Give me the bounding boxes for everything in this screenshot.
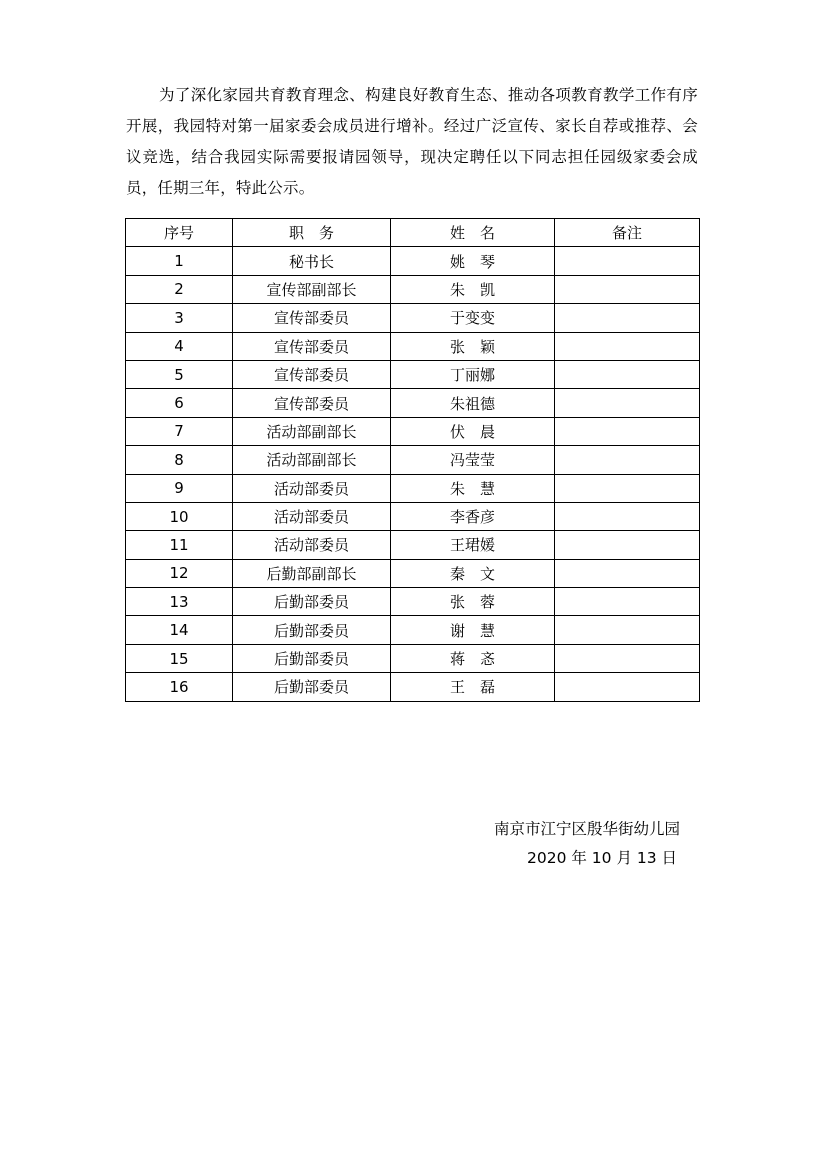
- cell-serial-number: 13: [126, 588, 233, 616]
- cell-remarks: [555, 588, 700, 616]
- cell-remarks: [555, 446, 700, 474]
- cell-position: 宣传部委员: [233, 304, 391, 332]
- cell-remarks: [555, 417, 700, 445]
- cell-name: 于变变: [391, 304, 555, 332]
- cell-serial-number: 2: [126, 275, 233, 303]
- table-row: [126, 304, 700, 332]
- cell-remarks: [555, 389, 700, 417]
- table-row: [126, 588, 700, 616]
- cell-serial-number: 11: [126, 531, 233, 559]
- cell-serial-number: 9: [126, 474, 233, 502]
- cell-name: 张 蓉: [391, 588, 555, 616]
- cell-serial-number: 10: [126, 502, 233, 530]
- cell-name: 朱 凯: [391, 275, 555, 303]
- cell-remarks: [555, 616, 700, 644]
- table-row: [126, 446, 700, 474]
- cell-name: 冯莹莹: [391, 446, 555, 474]
- header-position: 职 务: [233, 219, 391, 247]
- cell-serial-number: 1: [126, 247, 233, 275]
- cell-serial-number: 15: [126, 644, 233, 672]
- table-row: [126, 673, 700, 701]
- cell-serial-number: 3: [126, 304, 233, 332]
- cell-name: 朱 慧: [391, 474, 555, 502]
- cell-name: 李香彦: [391, 502, 555, 530]
- cell-remarks: [555, 474, 700, 502]
- cell-remarks: [555, 531, 700, 559]
- cell-remarks: [555, 304, 700, 332]
- cell-remarks: [555, 360, 700, 388]
- cell-position: 宣传部委员: [233, 389, 391, 417]
- cell-name: 姚 琴: [391, 247, 555, 275]
- table-row: [126, 616, 700, 644]
- cell-position: 后勤部副部长: [233, 559, 391, 587]
- table-header-row: [126, 219, 700, 247]
- cell-position: 宣传部委员: [233, 360, 391, 388]
- cell-remarks: [555, 247, 700, 275]
- header-name: 姓 名: [391, 219, 555, 247]
- cell-position: 宣传部副部长: [233, 275, 391, 303]
- table-row: [126, 502, 700, 530]
- table-row: [126, 474, 700, 502]
- cell-remarks: [555, 673, 700, 701]
- cell-position: 后勤部委员: [233, 588, 391, 616]
- cell-remarks: [555, 502, 700, 530]
- issue-date: 2020 年 10 月 13 日: [527, 849, 678, 867]
- table-row: [126, 247, 700, 275]
- cell-serial-number: 7: [126, 417, 233, 445]
- table-row: [126, 275, 700, 303]
- cell-position: 活动部副部长: [233, 446, 391, 474]
- table-row: [126, 360, 700, 388]
- cell-name: 秦 文: [391, 559, 555, 587]
- cell-serial-number: 12: [126, 559, 233, 587]
- cell-name: 王珺媛: [391, 531, 555, 559]
- table-row: [126, 644, 700, 672]
- cell-position: 后勤部委员: [233, 644, 391, 672]
- cell-name: 王 磊: [391, 673, 555, 701]
- cell-serial-number: 6: [126, 389, 233, 417]
- cell-name: 朱祖德: [391, 389, 555, 417]
- cell-name: 张 颖: [391, 332, 555, 360]
- cell-position: 后勤部委员: [233, 673, 391, 701]
- cell-position: 活动部副部长: [233, 417, 391, 445]
- header-serial-number: 序号: [126, 219, 233, 247]
- cell-serial-number: 4: [126, 332, 233, 360]
- cell-name: 伏 晨: [391, 417, 555, 445]
- cell-serial-number: 16: [126, 673, 233, 701]
- cell-name: 丁丽娜: [391, 360, 555, 388]
- cell-position: 宣传部委员: [233, 332, 391, 360]
- header-remarks: 备注: [555, 219, 700, 247]
- table-row: [126, 417, 700, 445]
- issuing-organization: 南京市江宁区殷华街幼儿园: [494, 820, 681, 838]
- cell-position: 活动部委员: [233, 531, 391, 559]
- cell-remarks: [555, 559, 700, 587]
- cell-serial-number: 14: [126, 616, 233, 644]
- table-row: [126, 559, 700, 587]
- cell-position: 秘书长: [233, 247, 391, 275]
- cell-position: 活动部委员: [233, 474, 391, 502]
- cell-serial-number: 8: [126, 446, 233, 474]
- cell-remarks: [555, 644, 700, 672]
- cell-name: 蒋 忞: [391, 644, 555, 672]
- cell-remarks: [555, 332, 700, 360]
- notice-paragraph: 为了深化家园共育教育理念、构建良好教育生态、推动各项教育教学工作有序开展，我园特对第一届家委会成员进行增补。经过广泛宣传、家长自荐或推荐、会议竞选，结合我园实际需要报请园领导，现决定聘任以下同志担任园级家委会成员，任期三年，特此公示。: [126, 86, 698, 197]
- cell-name: 谢 慧: [391, 616, 555, 644]
- cell-position: 活动部委员: [233, 502, 391, 530]
- cell-remarks: [555, 275, 700, 303]
- cell-position: 后勤部委员: [233, 616, 391, 644]
- table-row: [126, 389, 700, 417]
- table-row: [126, 332, 700, 360]
- table-row: [126, 531, 700, 559]
- committee-members-table: [125, 218, 700, 702]
- cell-serial-number: 5: [126, 360, 233, 388]
